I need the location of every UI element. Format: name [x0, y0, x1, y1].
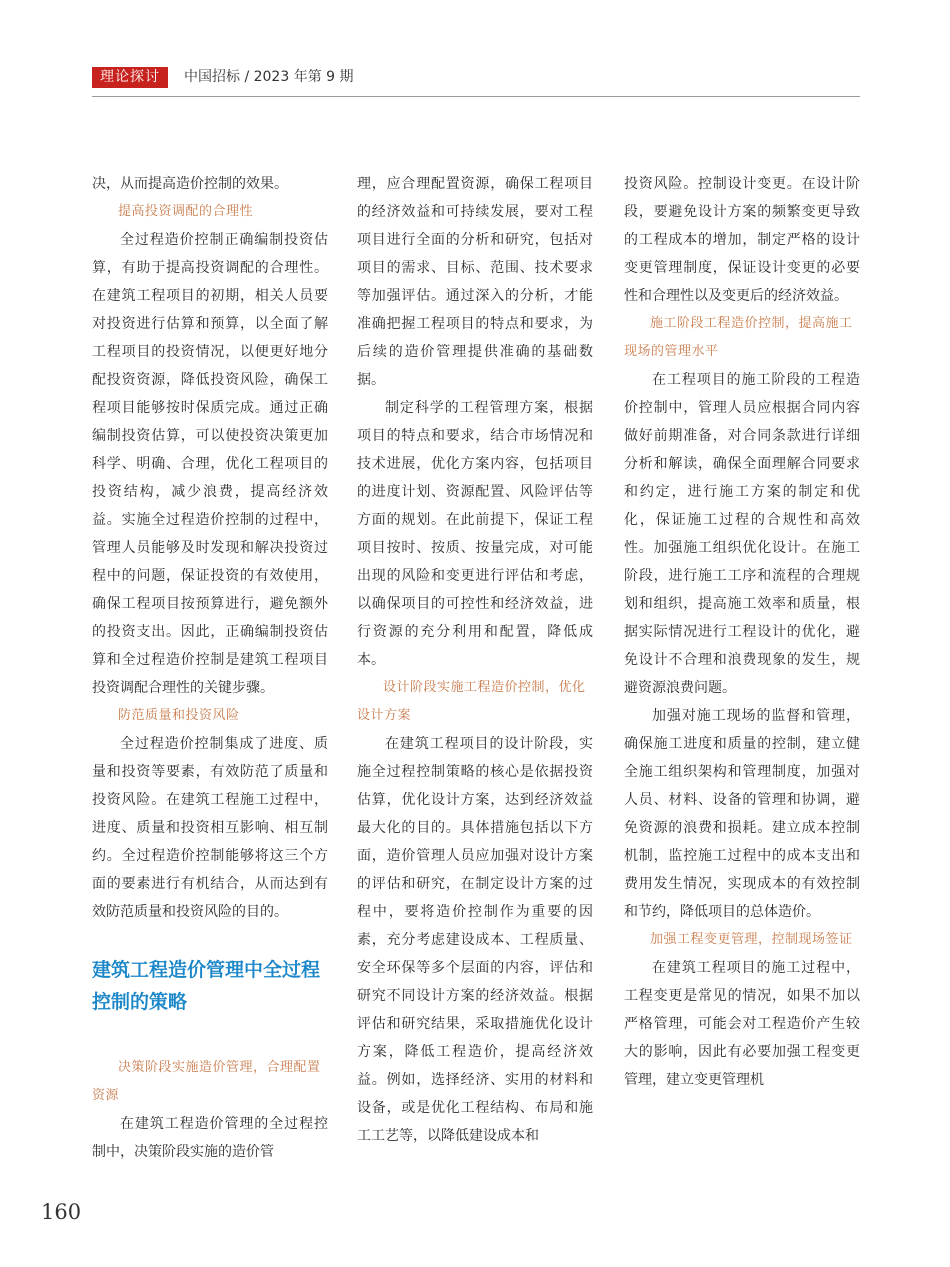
journal-issue: 中国招标 / 2023 年第 9 期 — [184, 69, 354, 85]
paragraph: 在建筑工程项目的施工过程中，工程变更是常见的情况，如果不加以严格管理，可能会对工程造价产生较大的影响，因此有必要加强工程变更管理，建立变更管理机 — [624, 960, 860, 1088]
paragraph: 全过程造价控制集成了进度、质量和投资等要素，有效防范了质量和投资风险。在建筑工程施工过程中，进度、质量和投资相互影响、相互制约。全过程造价控制能够将这三个方面的要素进行有机结合，从而达到有效防范质量和投资风险的目的。 — [92, 736, 328, 920]
paragraph: 全过程造价控制正确编制投资估算，有助于提高投资调配的合理性。在建筑工程项目的初期，相关人员要对投资进行估算和预算，以全面了解工程项目的投资情况，以便更好地分配投资资源，降低投资风险，确保工程项目能够按时保质完成。通过正确编制投资估算，可以使投资决策更加科学、明确、合理，优化工程项目的投资结构，减少浪费，提高经济效益。实施全过程造价控制的过程中，管理人员能够及时发现和解决投资过程中的问题，保证投资的有效使用，确保工程项目按预算进行，避免额外的投资支出。因此，正确编制投资估算和全过程造价控制是建筑工程项目投资调配合理性的关键步骤。 — [92, 232, 328, 696]
column-2 — [357, 170, 593, 1150]
paragraph: 在建筑工程造价管理的全过程控制中，决策阶段实施的造价管 — [92, 1116, 328, 1160]
paragraph: 在建筑工程项目的设计阶段，实施全过程控制策略的核心是依据投资估算，优化设计方案，达到经济效益最大化的目的。具体措施包括以下方面，造价管理人员应加强对设计方案的评估和研究，在制定设计方案的过程中，要将造价控制作为重要的因素，充分考虑建设成本、工程质量、安全环保等多个层面的内容，评估和研究不同设计方案的经济效益。根据评估和研究结果，采取措施优化设计方案，降低工程造价，提高经济效益。例如，选择经济、实用的材料和设备，或是优化工程结构、布局和施工工艺等，以降低建设成本和 — [357, 736, 593, 1144]
paragraph: 制定科学的工程管理方案，根据项目的特点和要求，结合市场情况和技术进展，优化方案内容，包括项目的进度计划、资源配置、风险评估等方面的规划。在此前提下，保证工程项目按时、按质、按量完成，对可能出现的风险和变更进行评估和考虑，以确保项目的可控性和经济效益，进行资源的充分利用和配置，降低成本。 — [357, 400, 593, 668]
running-header — [92, 66, 860, 97]
paragraph: 在工程项目的施工阶段的工程造价控制中，管理人员应根据合同内容做好前期准备，对合同条款进行详细分析和解读，确保全面理解合同要求和约定，进行施工方案的制定和优化，保证施工过程的合规性和高效性。加强施工组织优化设计。在施工阶段，进行施工工序和流程的合理规划和组织，提高施工效率和质量，根据实际情况进行工程设计的优化，避免设计不合理和浪费现象的发生，规避资源浪费问题。 — [624, 372, 860, 696]
subheading: 施工阶段工程造价控制，提高施工现场的管理水平 — [624, 316, 853, 359]
paragraph: 决，从而提高造价控制的效果。 — [92, 176, 288, 192]
page-number: 160 — [41, 1200, 82, 1224]
column-1 — [92, 170, 328, 1166]
subheading: 提高投资调配的合理性 — [118, 204, 254, 219]
paragraph: 加强对施工现场的监督和管理，确保施工进度和质量的控制，建立健全施工组织架构和管理制度，加强对人员、材料、设备的管理和协调，避免资源的浪费和损耗。建立成本控制机制，监控施工过程中的成本支出和费用发生情况，实现成本的有效控制和节约，降低项目的总体造价。 — [624, 708, 860, 920]
subheading: 决策阶段实施造价管理，合理配置资源 — [92, 1060, 321, 1103]
subheading: 加强工程变更管理，控制现场签证 — [650, 932, 853, 947]
subheading: 防范质量和投资风险 — [118, 708, 240, 723]
paragraph: 投资风险。控制设计变更。在设计阶段，要避免设计方案的频繁变更导致的工程成本的增加，制定严格的设计变更管理制度，保证设计变更的必要性和合理性以及变更后的经济效益。 — [624, 176, 860, 304]
section-badge: 理论探讨 — [92, 67, 168, 88]
section-title: 建筑工程造价管理中全过程控制的策略 — [92, 959, 321, 1013]
subheading: 设计阶段实施工程造价控制，优化设计方案 — [357, 680, 586, 723]
column-3 — [624, 170, 860, 1094]
paragraph: 理，应合理配置资源，确保工程项目的经济效益和可持续发展，要对工程项目进行全面的分析和研究，包括对项目的需求、目标、范围、技术要求等加强评估。通过深入的分析，才能准确把握工程项目的特点和要求，为后续的造价管理提供准确的基础数据。 — [357, 176, 593, 388]
